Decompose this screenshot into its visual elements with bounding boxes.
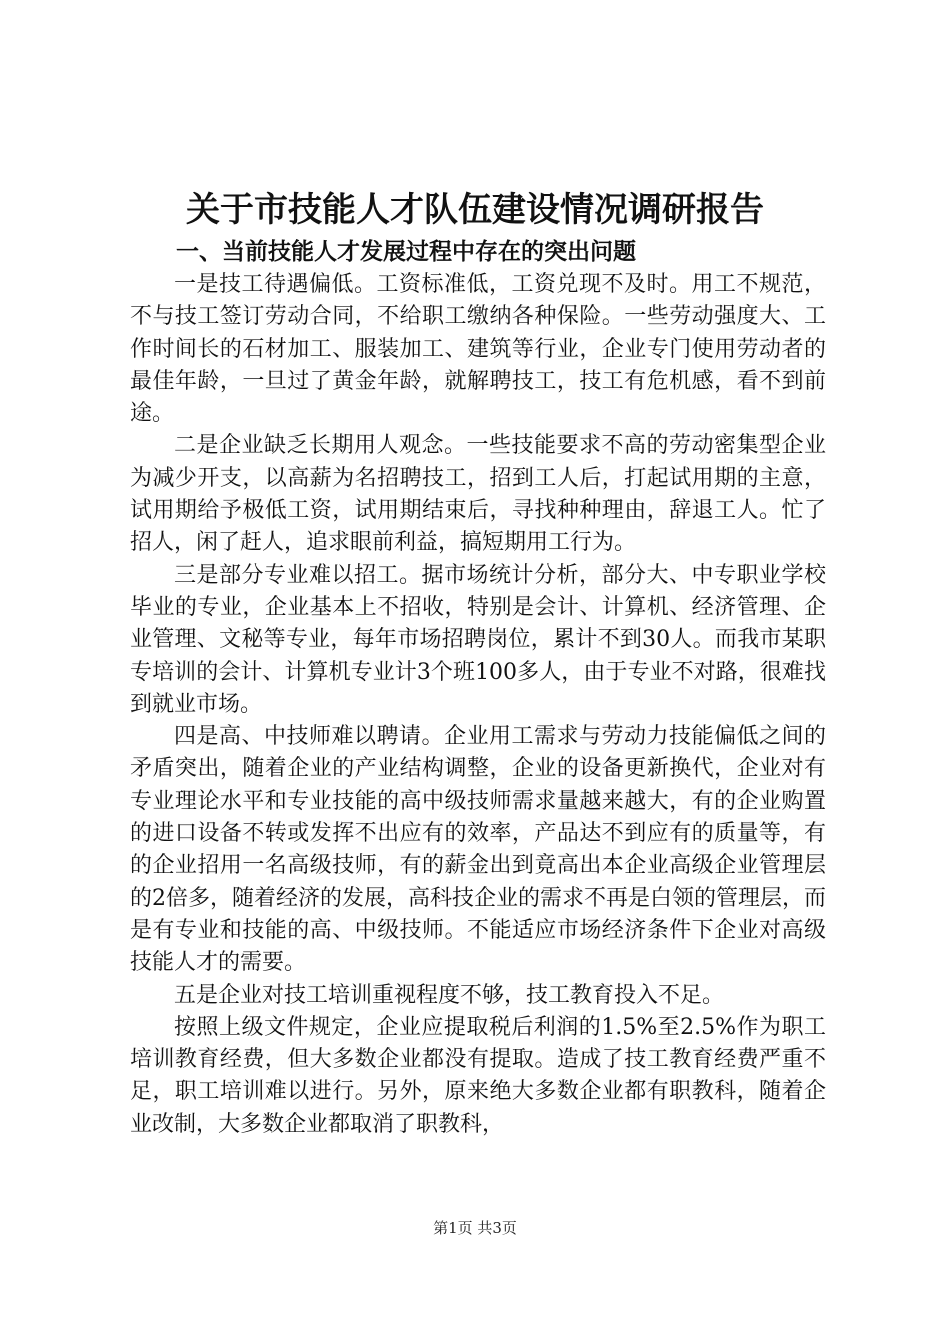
paragraph: 五是企业对技工培训重视程度不够，技工教育投入不足。 <box>174 982 725 1008</box>
paragraph: 按照上级文件规定，企业应提取税后利润的1.5%至2.5%作为职工培训教育经费，但大多数企业都没有提取。造成了技工教育经费严重不足，职工培训难以进行。另外，原来绝大多数企业都有职教科，随着企业改制，大多数企业都取消了职教科， <box>130 1014 826 1137</box>
paragraph: 三是部分专业难以招工。据市场统计分析，部分大、中专职业学校毕业的专业，企业基本上不招收，特别是会计、计算机、经济管理、企业管理、文秘等专业，每年市场招聘岗位，累计不到30人。而我市某职专培训的会计、计算机专业计3个班100多人，由于专业不对路，很难找到就业市场。 <box>130 562 826 717</box>
page-footer: 第1页 共3页 <box>433 1219 517 1237</box>
section-heading: 一、当前技能人才发展过程中存在的突出问题 <box>176 239 636 265</box>
paragraph: 四是高、中技师难以聘请。企业用工需求与劳动力技能偏低之间的矛盾突出，随着企业的产业结构调整，企业的设备更新换代，企业对有专业理论水平和专业技能的高中级技师需求量越来越大，有的企业购置的进口设备不转或发挥不出应有的效率，产品达不到应有的质量等，有的企业招用一名高级技师，有的薪金出到竟高出本企业高级企业管理层的2倍多，随着经济的发展，高科技企业的需求不再是白领的管理层，而是有专业和技能的高、中级技师。不能适应市场经济条件下企业对高级技能人才的需要。 <box>130 724 826 976</box>
paragraph: 二是企业缺乏长期用人观念。一些技能要求不高的劳动密集型企业为减少开支，以高薪为名招聘技工，招到工人后，打起试用期的主意，试用期给予极低工资，试用期结束后，寻找种种理由，辞退工人。忙了招人，闲了赶人，追求眼前利益，搞短期用工行为。 <box>130 433 826 556</box>
document-title: 关于市技能人才队伍建设情况调研报告 <box>186 190 764 230</box>
paragraph: 一是技工待遇偏低。工资标准低，工资兑现不及时。用工不规范，不与技工签订劳动合同，不给职工缴纳各种保险。一些劳动强度大、工作时间长的石材加工、服装加工、建筑等行业，企业专门使用劳动者的最佳年龄，一旦过了黄金年龄，就解聘技工，技工有危机感，看不到前途。 <box>130 272 826 427</box>
document-body <box>130 269 826 1141</box>
